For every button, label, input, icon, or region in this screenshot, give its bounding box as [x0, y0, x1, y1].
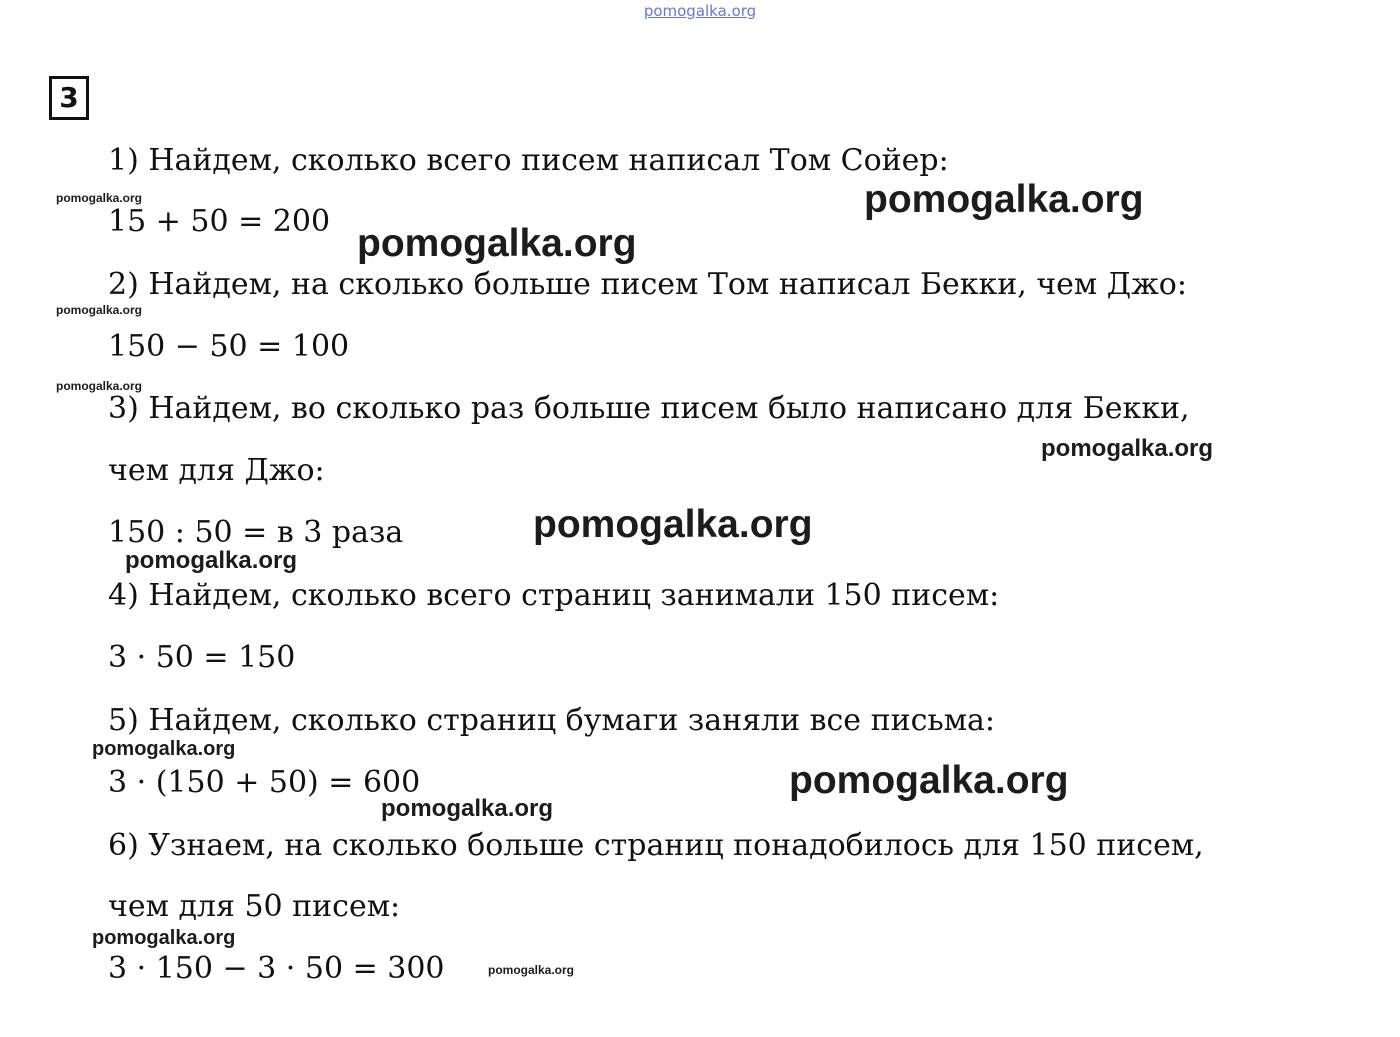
- watermark: pomogalka.org: [56, 303, 143, 317]
- solution-line-3-continued: чем для Джо:: [108, 453, 325, 488]
- watermark: pomogalka.org: [1041, 435, 1214, 462]
- watermark: pomogalka.org: [56, 191, 143, 205]
- watermark: pomogalka.org: [488, 963, 575, 977]
- solution-equation-2: 150 − 50 = 100: [108, 329, 350, 364]
- watermark: pomogalka.org: [357, 222, 637, 265]
- watermark: pomogalka.org: [533, 503, 813, 546]
- solution-equation-6: 3 · 150 − 3 · 50 = 300: [108, 951, 445, 986]
- watermark: pomogalka.org: [92, 927, 236, 949]
- watermark: pomogalka.org: [381, 795, 554, 822]
- top-site-mark[interactable]: pomogalka.org: [643, 2, 757, 20]
- solution-equation-1: 15 + 50 = 200: [108, 204, 331, 239]
- solution-line-5: 5) Найдем, сколько страниц бумаги заняли все письма:: [108, 703, 996, 738]
- solution-equation-3: 150 : 50 = в 3 раза: [108, 515, 404, 550]
- watermark: pomogalka.org: [56, 379, 143, 393]
- watermark: pomogalka.org: [789, 759, 1069, 802]
- solution-equation-4: 3 · 50 = 150: [108, 640, 296, 675]
- solution-line-6: 6) Узнаем, на сколько больше страниц понадобилось для 150 писем,: [108, 828, 1204, 863]
- watermark: pomogalka.org: [125, 547, 298, 574]
- solution-equation-5: 3 · (150 + 50) = 600: [108, 765, 421, 800]
- solution-line-3: 3) Найдем, во сколько раз больше писем было написано для Бекки,: [108, 391, 1190, 426]
- solution-line-6-continued: чем для 50 писем:: [108, 889, 401, 924]
- watermark: pomogalka.org: [92, 738, 236, 760]
- task-number-box: 3: [49, 76, 89, 120]
- watermark: pomogalka.org: [864, 178, 1144, 221]
- solution-line-4: 4) Найдем, сколько всего страниц занимали 150 писем:: [108, 578, 1000, 613]
- solution-line-1: 1) Найдем, сколько всего писем написал Том Сойер:: [108, 143, 949, 178]
- solution-line-2: 2) Найдем, на сколько больше писем Том написал Бекки, чем Джо:: [108, 267, 1187, 302]
